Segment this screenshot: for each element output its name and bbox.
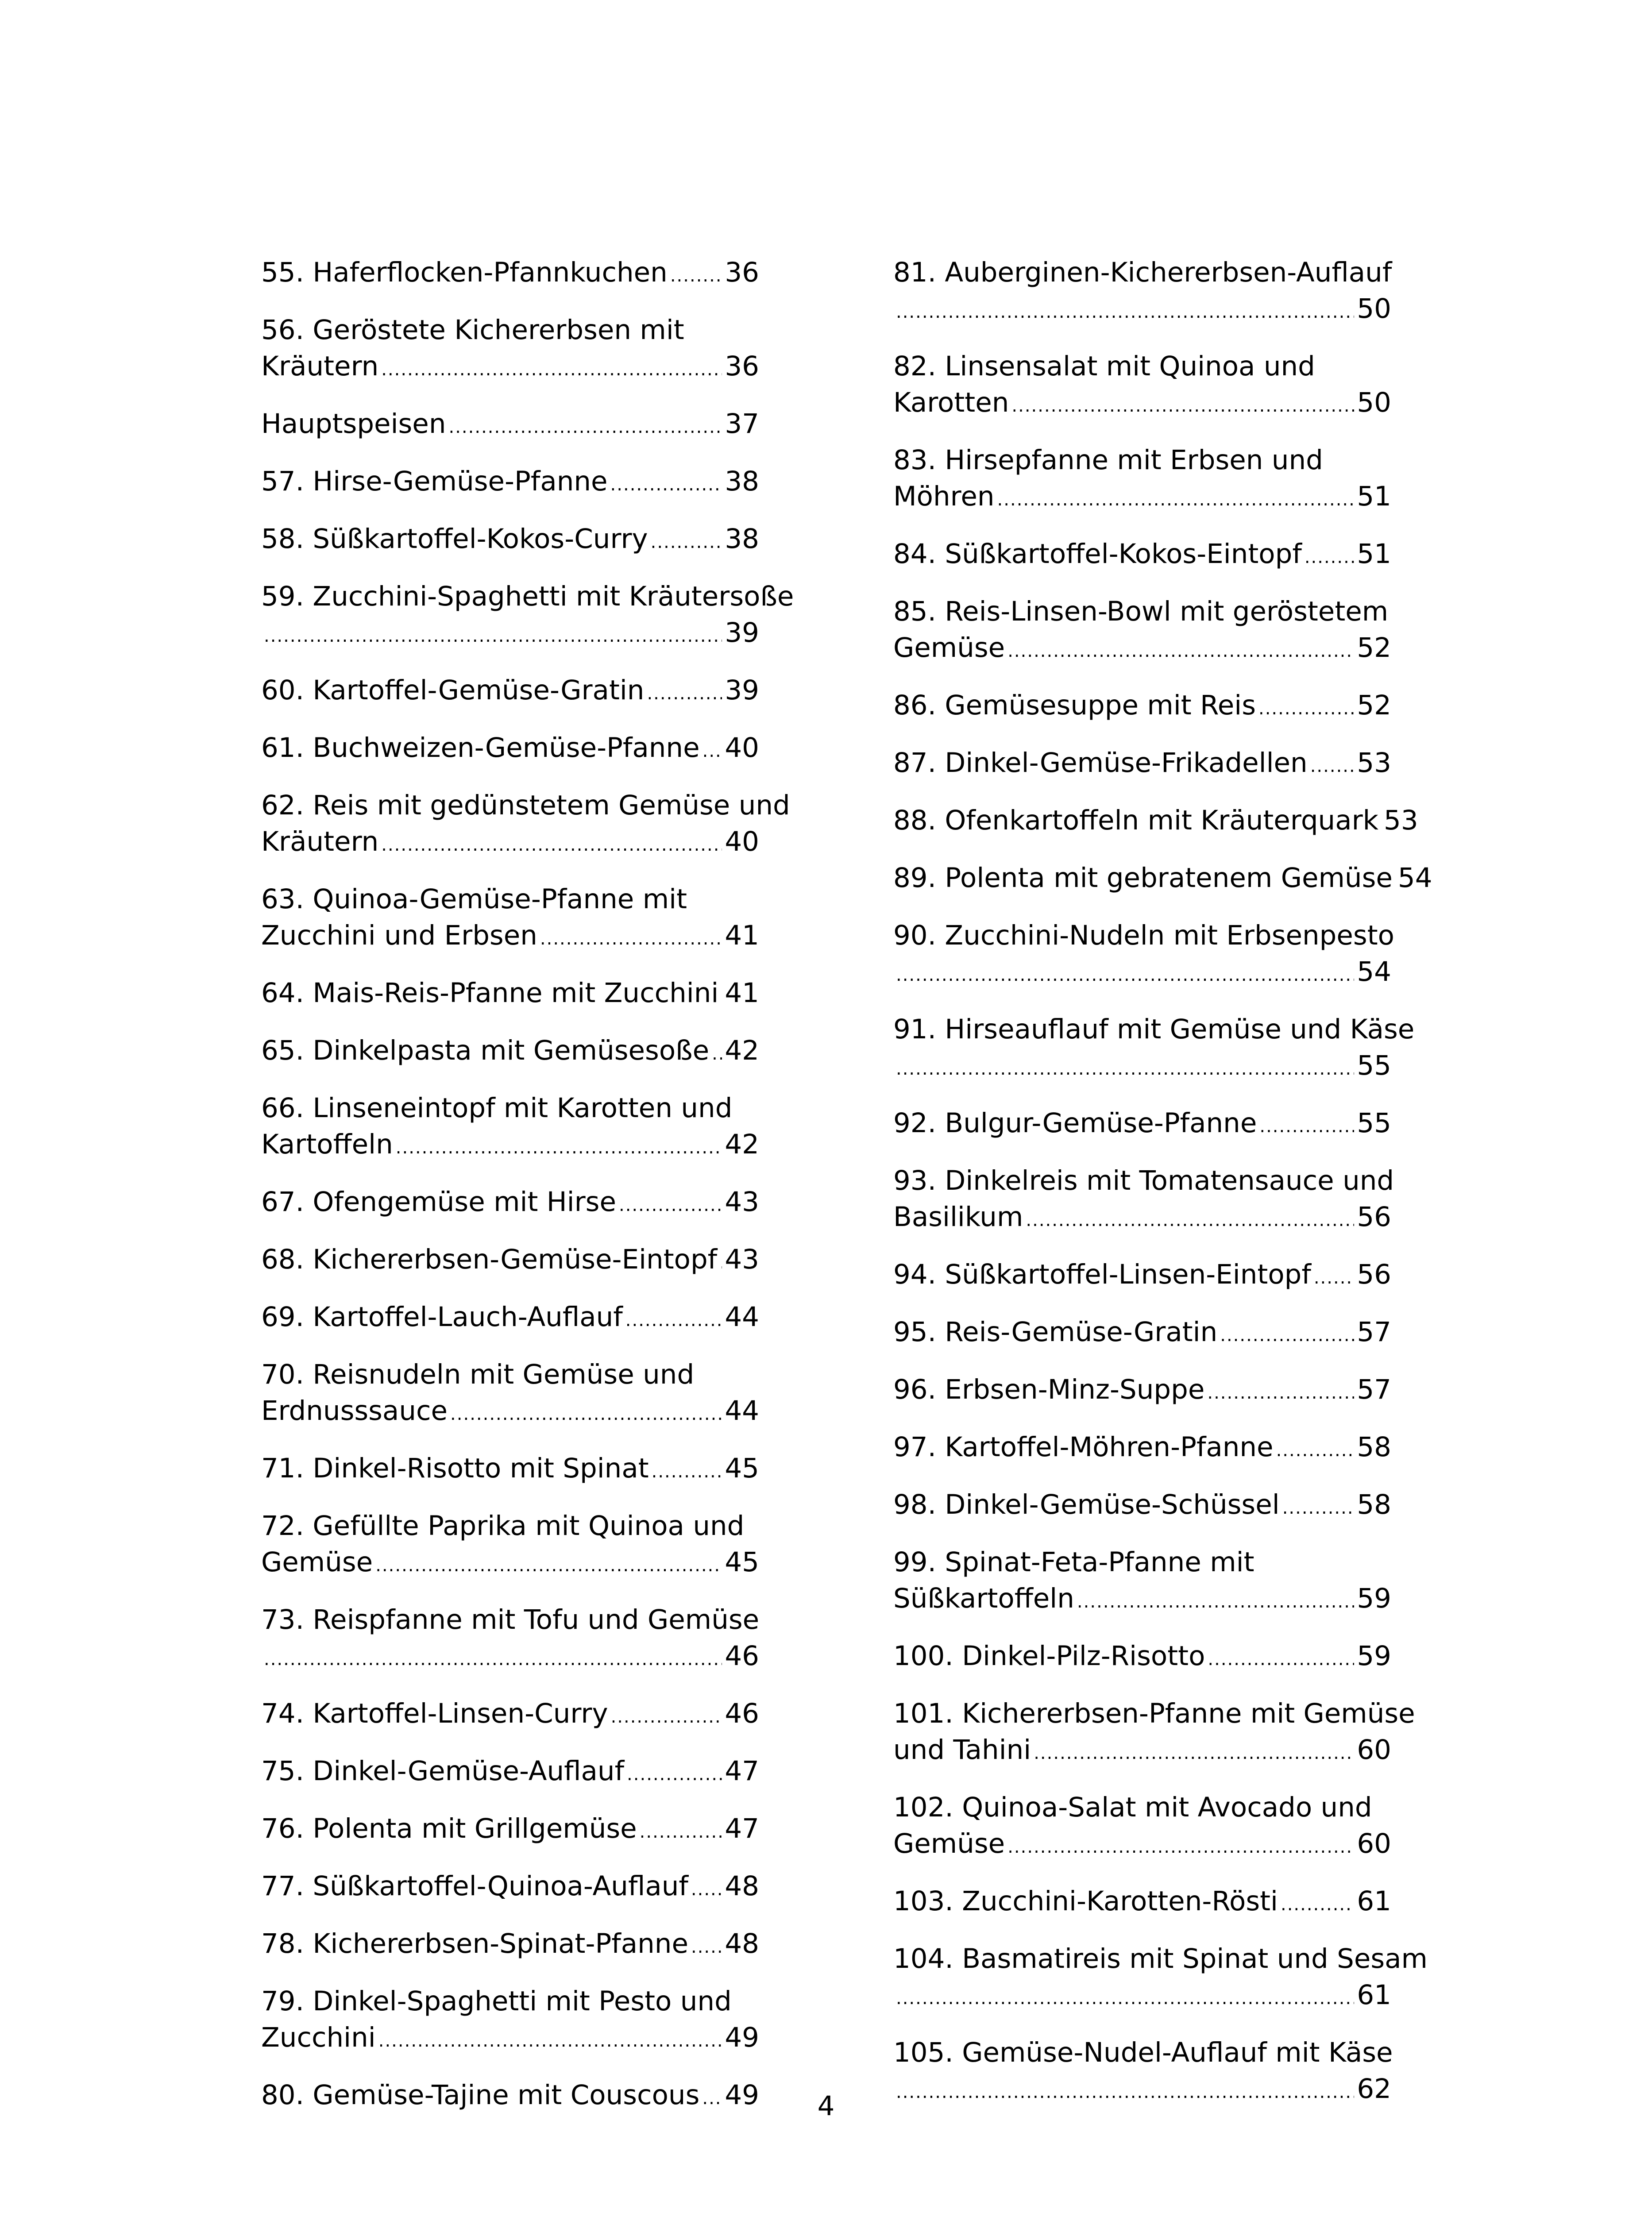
toc-entry-line xyxy=(261,1983,759,2020)
dot-leader xyxy=(381,348,722,388)
dot-leader xyxy=(1220,1314,1354,1353)
toc-entry-title: 73. Reispfanne mit Tofu und Gemüse xyxy=(261,1604,760,1635)
toc-entry-title: 59. Zucchini-Spaghetti mit Kräutersoße xyxy=(261,581,794,612)
toc-entry xyxy=(893,1011,1415,1087)
toc-entry-title: 67. Ofengemüse mit Hirse xyxy=(261,1186,616,1218)
toc-entry-title: 102. Quinoa-Salat mit Avocado und xyxy=(893,1792,1372,1823)
dot-leader xyxy=(640,1811,722,1850)
toc-entry-page-number: 40 xyxy=(725,826,759,857)
toc-entry-title: 84. Süßkartoffel-Kokos-Eintopf xyxy=(893,538,1302,570)
toc-entry xyxy=(261,463,759,503)
toc-entry-line xyxy=(893,1941,1428,1977)
toc-entry-page-number: 55 xyxy=(1357,1107,1391,1139)
toc-entry-title: 103. Zucchini-Karotten-Rösti xyxy=(893,1885,1278,1917)
dot-leader xyxy=(712,1033,722,1072)
toc-entry xyxy=(893,348,1391,424)
toc-entry-line xyxy=(893,1372,1391,1411)
toc-entry xyxy=(261,1811,759,1850)
toc-entry-title: 83. Hirsepfanne mit Erbsen und xyxy=(893,444,1323,476)
toc-entry xyxy=(893,745,1391,784)
toc-entry-title: Süßkartoffeln xyxy=(893,1583,1074,1614)
toc-entry xyxy=(261,1868,759,1908)
toc-entry-line xyxy=(893,442,1391,478)
toc-entry-line xyxy=(261,1299,759,1338)
toc-entry-title: 99. Spinat-Feta-Pfanne mit xyxy=(893,1546,1254,1578)
toc-entry-title: 64. Mais-Reis-Pfanne mit Zucchini xyxy=(261,977,719,1009)
toc-entry-page-number: 48 xyxy=(725,1870,759,1902)
dot-leader xyxy=(997,478,1355,518)
toc-entry-line xyxy=(893,802,1418,842)
dot-leader xyxy=(381,824,722,863)
toc-entry-title: 98. Dinkel-Gemüse-Schüssel xyxy=(893,1489,1280,1520)
toc-entry-line xyxy=(261,1696,759,1735)
dot-leader xyxy=(611,1696,722,1735)
toc-entry-line xyxy=(893,860,1432,899)
toc-entry-line xyxy=(893,348,1391,385)
toc-entry xyxy=(261,312,759,388)
toc-entry xyxy=(893,1883,1391,1923)
toc-entry-line xyxy=(893,745,1391,784)
toc-entry xyxy=(261,881,759,957)
dot-leader xyxy=(652,1450,722,1490)
toc-entry xyxy=(261,1241,759,1281)
toc-entry xyxy=(893,1487,1391,1526)
toc-entry-line xyxy=(893,1429,1391,1469)
toc-entry-page-number: 50 xyxy=(1357,293,1391,324)
dot-leader xyxy=(896,291,1354,330)
toc-entry-title: 70. Reisnudeln mit Gemüse und xyxy=(261,1359,695,1390)
toc-entry-line xyxy=(893,478,1391,518)
toc-entry-title: 72. Gefüllte Paprika mit Quinoa und xyxy=(261,1510,745,1542)
toc-entry-line xyxy=(261,730,759,769)
toc-entry xyxy=(261,730,759,769)
toc-entry-line xyxy=(893,1732,1391,1771)
toc-entry xyxy=(261,787,790,863)
toc-entry-page-number: 58 xyxy=(1357,1431,1391,1463)
toc-entry-page-number: 49 xyxy=(725,2022,759,2053)
toc-entry-page-number: 54 xyxy=(1357,956,1391,987)
dot-leader xyxy=(1007,1826,1354,1865)
dot-leader xyxy=(896,954,1354,993)
toc-right-column xyxy=(893,254,1432,2128)
toc-entry xyxy=(261,254,759,294)
dot-leader xyxy=(721,975,722,1014)
dot-leader xyxy=(651,521,722,560)
toc-entry xyxy=(893,1696,1415,1771)
toc-entry-line xyxy=(261,1450,759,1490)
toc-entry-title: 81. Auberginen-Kichererbsen-Auflauf xyxy=(893,257,1392,288)
toc-entry-line xyxy=(261,1926,759,1965)
dot-leader xyxy=(450,1393,722,1432)
toc-entry-title: 69. Kartoffel-Lauch-Auflauf xyxy=(261,1301,623,1333)
toc-entry-line xyxy=(261,1090,759,1126)
toc-entry-title: 77. Süßkartoffel-Quinoa-Auflauf xyxy=(261,1870,688,1902)
toc-entry-page-number: 55 xyxy=(1357,1050,1391,1081)
toc-entry xyxy=(261,1357,759,1432)
toc-entry-line xyxy=(893,954,1391,993)
toc-entry-line xyxy=(893,1314,1391,1353)
toc-entry-page-number: 42 xyxy=(725,1129,759,1160)
toc-entry-page-number: 45 xyxy=(725,1453,759,1484)
toc-entry-line xyxy=(261,1508,759,1544)
toc-entry-line xyxy=(893,1789,1391,1826)
toc-entry-line xyxy=(893,254,1391,291)
toc-entry-line xyxy=(261,1602,759,1638)
toc-entry-page-number: 47 xyxy=(725,1813,759,1844)
toc-entry-page-number: 44 xyxy=(725,1395,759,1426)
toc-entry-page-number: 46 xyxy=(725,1698,759,1729)
dot-leader xyxy=(625,1299,722,1338)
toc-entry xyxy=(261,1299,759,1338)
dot-leader xyxy=(396,1126,722,1166)
toc-entry-title: Erdnusssauce xyxy=(261,1395,448,1426)
toc-entry-title: 94. Süßkartoffel-Linsen-Eintopf xyxy=(893,1259,1311,1290)
toc-entry-title: 101. Kichererbsen-Pfanne mit Gemüse xyxy=(893,1698,1415,1729)
toc-entry-line xyxy=(261,1357,759,1393)
toc-entry xyxy=(261,975,759,1014)
toc-entry-line xyxy=(261,1184,759,1223)
toc-entry xyxy=(893,536,1391,575)
dot-leader xyxy=(610,463,722,503)
toc-entry-page-number: 51 xyxy=(1357,538,1391,570)
toc-entry xyxy=(261,1983,759,2059)
toc-entry-title: 74. Kartoffel-Linsen-Curry xyxy=(261,1698,608,1729)
toc-entry xyxy=(893,594,1391,669)
toc-entry xyxy=(261,578,794,654)
toc-entry-page-number: 37 xyxy=(725,408,759,440)
toc-entry-title: 105. Gemüse-Nudel-Auflauf mit Käse xyxy=(893,2037,1393,2068)
dot-leader xyxy=(1034,1732,1354,1771)
dot-leader xyxy=(1026,1199,1354,1238)
toc-entry-title: 82. Linsensalat mit Quinoa und xyxy=(893,351,1315,382)
dot-leader xyxy=(720,1241,722,1281)
toc-entry-line xyxy=(261,254,759,294)
dot-leader xyxy=(1208,1638,1354,1677)
toc-entry-page-number: 38 xyxy=(725,523,759,555)
toc-entry-line xyxy=(261,1753,759,1793)
dot-leader xyxy=(1281,1883,1354,1923)
toc-entry-line xyxy=(893,1011,1415,1048)
toc-entry-line xyxy=(893,385,1391,424)
toc-entry-page-number: 39 xyxy=(725,675,759,706)
toc-entry-line xyxy=(261,348,759,388)
toc-entry-page-number: 42 xyxy=(725,1035,759,1066)
toc-entry-title: 91. Hirseauflauf mit Gemüse und Käse xyxy=(893,1014,1415,1045)
toc-entry-line xyxy=(893,1977,1391,2016)
toc-entry-line xyxy=(893,1544,1391,1581)
toc-entry xyxy=(893,1257,1391,1296)
dot-leader xyxy=(1207,1372,1354,1411)
toc-entry-line xyxy=(893,1163,1394,1199)
toc-entry xyxy=(893,254,1391,330)
toc-entry-line xyxy=(893,2035,1391,2071)
toc-entry-title: 57. Hirse-Gemüse-Pfanne xyxy=(261,466,608,497)
dot-leader xyxy=(1077,1581,1354,1620)
toc-entry xyxy=(893,1105,1391,1145)
toc-entry-title: Gemüse xyxy=(893,1828,1005,1859)
toc-entry-line xyxy=(893,630,1391,669)
toc-entry-page-number: 52 xyxy=(1357,632,1391,663)
toc-entry-line xyxy=(893,1696,1415,1732)
toc-entry-page-number: 58 xyxy=(1357,1489,1391,1520)
toc-entry-title: 85. Reis-Linsen-Bowl mit geröstetem xyxy=(893,596,1389,627)
dot-leader xyxy=(1007,630,1354,669)
toc-entry-line xyxy=(893,687,1391,727)
toc-entry-line xyxy=(261,615,759,654)
toc-entry-page-number: 45 xyxy=(725,1546,759,1578)
toc-entry xyxy=(893,1941,1428,2016)
toc-entry-line xyxy=(261,1638,759,1677)
toc-entry-line xyxy=(893,1257,1391,1296)
toc-entry-title: Möhren xyxy=(893,481,995,512)
toc-entry-title: 78. Kichererbsen-Spinat-Pfanne xyxy=(261,1928,688,1959)
toc-entry-line xyxy=(893,1826,1391,1865)
toc-entry-title: 90. Zucchini-Nudeln mit Erbsenpesto xyxy=(893,920,1394,951)
toc-entry-title: 92. Bulgur-Gemüse-Pfanne xyxy=(893,1107,1257,1139)
toc-entry-title: 80. Gemüse-Tajine mit Couscous xyxy=(261,2079,700,2111)
toc-entry-title: 61. Buchweizen-Gemüse-Pfanne xyxy=(261,732,700,763)
dot-leader xyxy=(702,730,722,769)
toc-entry xyxy=(261,1602,759,1677)
toc-entry-page-number: 46 xyxy=(725,1640,759,1672)
toc-entry-title: 56. Geröstete Kichererbsen mit xyxy=(261,314,684,346)
toc-entry-title: Zucchini xyxy=(261,2022,376,2053)
dot-leader xyxy=(264,1638,722,1677)
toc-entry-page-number: 36 xyxy=(725,257,759,288)
dot-leader xyxy=(896,1048,1354,1087)
toc-entry-line xyxy=(261,463,759,503)
toc-entry-page-number: 38 xyxy=(725,466,759,497)
toc-entry-page-number: 61 xyxy=(1357,1885,1391,1917)
toc-entry xyxy=(893,687,1391,727)
toc-entry xyxy=(261,1033,759,1072)
toc-entry-line xyxy=(261,1544,759,1584)
toc-entry-title: 62. Reis mit gedünstetem Gemüse und xyxy=(261,790,790,821)
toc-entry-title: 88. Ofenkartoffeln mit Kräuterquark xyxy=(893,805,1379,836)
toc-entry-line xyxy=(261,406,759,445)
toc-entry-title: 100. Dinkel-Pilz-Risotto xyxy=(893,1640,1205,1672)
toc-entry-title: 96. Erbsen-Minz-Suppe xyxy=(893,1374,1205,1405)
toc-entry-title: 104. Basmatireis mit Spinat und Sesam xyxy=(893,1943,1428,1974)
toc-entry-line xyxy=(893,1487,1391,1526)
dot-leader xyxy=(670,254,722,294)
toc-entry-page-number: 62 xyxy=(1357,2073,1391,2105)
toc-entry-page-number: 56 xyxy=(1357,1259,1391,1290)
toc-entry xyxy=(893,1314,1391,1353)
toc-entry xyxy=(261,672,759,712)
dot-leader xyxy=(1314,1257,1355,1296)
toc-entry-title: 71. Dinkel-Risotto mit Spinat xyxy=(261,1453,649,1484)
toc-entry-title: 79. Dinkel-Spaghetti mit Pesto und xyxy=(261,1986,732,2017)
toc-entry-page-number: 44 xyxy=(725,1301,759,1333)
toc-entry xyxy=(261,1926,759,1965)
toc-entry-line xyxy=(261,1393,759,1432)
toc-entry-line xyxy=(261,1033,759,1072)
toc-entry-title: Hauptspeisen xyxy=(261,408,446,440)
toc-entry-title: Basilikum xyxy=(893,1201,1023,1233)
toc-entry-line xyxy=(893,1581,1391,1620)
toc-entry xyxy=(261,1753,759,1793)
toc-entry-page-number: 57 xyxy=(1357,1316,1391,1348)
toc-entry-title: Zucchini und Erbsen xyxy=(261,920,537,951)
toc-entry-line xyxy=(261,2020,759,2059)
toc-entry xyxy=(893,1544,1391,1620)
toc-entry-line xyxy=(261,672,759,712)
toc-entry xyxy=(261,521,759,560)
toc-entry-line xyxy=(261,918,759,957)
toc-entry-title: Karotten xyxy=(893,387,1009,418)
toc-entry-page-number: 54 xyxy=(1397,862,1432,894)
toc-entry-title: 68. Kichererbsen-Gemüse-Eintopf xyxy=(261,1244,718,1275)
dot-leader xyxy=(1011,385,1354,424)
toc-entry-line xyxy=(261,521,759,560)
toc-entry-line xyxy=(893,1105,1391,1145)
toc-entry-title: 58. Süßkartoffel-Kokos-Curry xyxy=(261,523,648,555)
toc-entry xyxy=(893,918,1394,993)
dot-leader xyxy=(375,1544,722,1584)
toc-entry-title: 93. Dinkelreis mit Tomatensauce und xyxy=(893,1165,1394,1196)
dot-leader xyxy=(264,615,722,654)
toc-entry-page-number: 41 xyxy=(725,977,759,1009)
dot-leader xyxy=(1276,1429,1355,1469)
dot-leader xyxy=(1258,687,1354,727)
toc-entry xyxy=(261,1450,759,1490)
toc-entry-line xyxy=(893,1883,1391,1923)
toc-entry xyxy=(893,860,1432,899)
toc-entry-title: Gemüse xyxy=(261,1546,373,1578)
toc-entry xyxy=(261,1184,759,1223)
toc-entry-page-number: 53 xyxy=(1384,805,1418,836)
toc-entry-line xyxy=(893,1638,1391,1677)
toc-entry-title: 66. Linseneintopf mit Karotten und xyxy=(261,1092,733,1124)
toc-entry-page-number: 60 xyxy=(1357,1734,1391,1766)
dot-leader xyxy=(896,1977,1354,2016)
toc-entry-page-number: 59 xyxy=(1357,1583,1391,1614)
toc-entry-page-number: 40 xyxy=(725,732,759,763)
toc-entry-page-number: 43 xyxy=(725,1186,759,1218)
toc-entry-title: 63. Quinoa-Gemüse-Pfanne mit xyxy=(261,883,687,915)
toc-entry-title: 75. Dinkel-Gemüse-Auflauf xyxy=(261,1755,625,1787)
toc-entry xyxy=(261,406,759,445)
toc-entry-page-number: 48 xyxy=(725,1928,759,1959)
toc-entry-title: 55. Haferflocken-Pfannkuchen xyxy=(261,257,668,288)
toc-entry-page-number: 60 xyxy=(1357,1828,1391,1859)
toc-entry xyxy=(261,1696,759,1735)
toc-entry-page-number: 50 xyxy=(1357,387,1391,418)
toc-entry-title: Kartoffeln xyxy=(261,1129,393,1160)
toc-entry xyxy=(261,1090,759,1166)
toc-left-column xyxy=(261,254,794,2135)
toc-entry xyxy=(893,1163,1394,1238)
toc-entry xyxy=(893,1638,1391,1677)
toc-entry-title: Gemüse xyxy=(893,632,1005,663)
toc-entry-title: 97. Kartoffel-Möhren-Pfanne xyxy=(893,1431,1274,1463)
toc-entry-title: und Tahini xyxy=(893,1734,1031,1766)
toc-entry-title: 65. Dinkelpasta mit Gemüsesoße xyxy=(261,1035,710,1066)
dot-leader xyxy=(619,1184,722,1223)
toc-entry-line xyxy=(261,312,759,348)
toc-entry-line xyxy=(261,975,759,1014)
toc-entry-page-number: 47 xyxy=(725,1755,759,1787)
dot-leader xyxy=(1259,1105,1354,1145)
toc-entry-line xyxy=(893,291,1391,330)
dot-leader xyxy=(449,406,722,445)
toc-entry-title: Kräutern xyxy=(261,826,379,857)
dot-leader xyxy=(627,1753,722,1793)
toc-entry-line xyxy=(261,824,759,863)
dot-leader xyxy=(1282,1487,1355,1526)
toc-entry-page-number: 36 xyxy=(725,351,759,382)
toc-entry-line xyxy=(261,1868,759,1908)
dot-leader xyxy=(647,672,722,712)
toc-entry-title: 89. Polenta mit gebratenem Gemüse xyxy=(893,862,1393,894)
toc-entry-title: 76. Polenta mit Grillgemüse xyxy=(261,1813,637,1844)
toc-entry-page-number: 61 xyxy=(1357,1979,1391,2011)
toc-entry-page-number: 43 xyxy=(725,1244,759,1275)
toc-entry-line xyxy=(893,1199,1391,1238)
toc-entry-line xyxy=(261,1126,759,1166)
toc-entry-line xyxy=(893,918,1394,954)
dot-leader xyxy=(1305,536,1355,575)
toc-entry-line xyxy=(893,536,1391,575)
toc-entry xyxy=(893,1429,1391,1469)
toc-entry-title: 87. Dinkel-Gemüse-Frikadellen xyxy=(893,747,1308,779)
toc-entry-line xyxy=(261,1811,759,1850)
toc-entry xyxy=(893,1789,1391,1865)
toc-entry-title: 60. Kartoffel-Gemüse-Gratin xyxy=(261,675,645,706)
toc-entry-line xyxy=(893,594,1391,630)
toc-entry-title: Kräutern xyxy=(261,351,379,382)
toc-entry-page-number: 39 xyxy=(725,617,759,648)
dot-leader xyxy=(540,918,722,957)
toc-entry-title: 95. Reis-Gemüse-Gratin xyxy=(893,1316,1218,1348)
toc-entry-line xyxy=(261,578,794,615)
toc-entry-page-number: 51 xyxy=(1357,481,1391,512)
toc-entry-page-number: 59 xyxy=(1357,1640,1391,1672)
toc-entry-title: 86. Gemüsesuppe mit Reis xyxy=(893,690,1256,721)
toc-entry xyxy=(893,1372,1391,1411)
toc-entry-page-number: 53 xyxy=(1357,747,1391,779)
dot-leader xyxy=(378,2020,722,2059)
toc-entry-page-number: 56 xyxy=(1357,1201,1391,1233)
dot-leader xyxy=(1310,745,1355,784)
toc-entry-page-number: 41 xyxy=(725,920,759,951)
dot-leader xyxy=(691,1868,722,1908)
toc-entry-line xyxy=(893,1048,1391,1087)
toc-entry xyxy=(893,442,1391,518)
page-number: 4 xyxy=(817,2090,835,2122)
toc-entry-line xyxy=(261,881,759,918)
toc-entry xyxy=(893,802,1418,842)
toc-entry-page-number: 52 xyxy=(1357,690,1391,721)
toc-entry-page-number: 49 xyxy=(725,2079,759,2111)
toc-entry xyxy=(261,1508,759,1584)
toc-entry-page-number: 57 xyxy=(1357,1374,1391,1405)
toc-entry-line xyxy=(261,1241,759,1281)
toc-entry-line xyxy=(261,787,790,824)
dot-leader xyxy=(691,1926,722,1965)
